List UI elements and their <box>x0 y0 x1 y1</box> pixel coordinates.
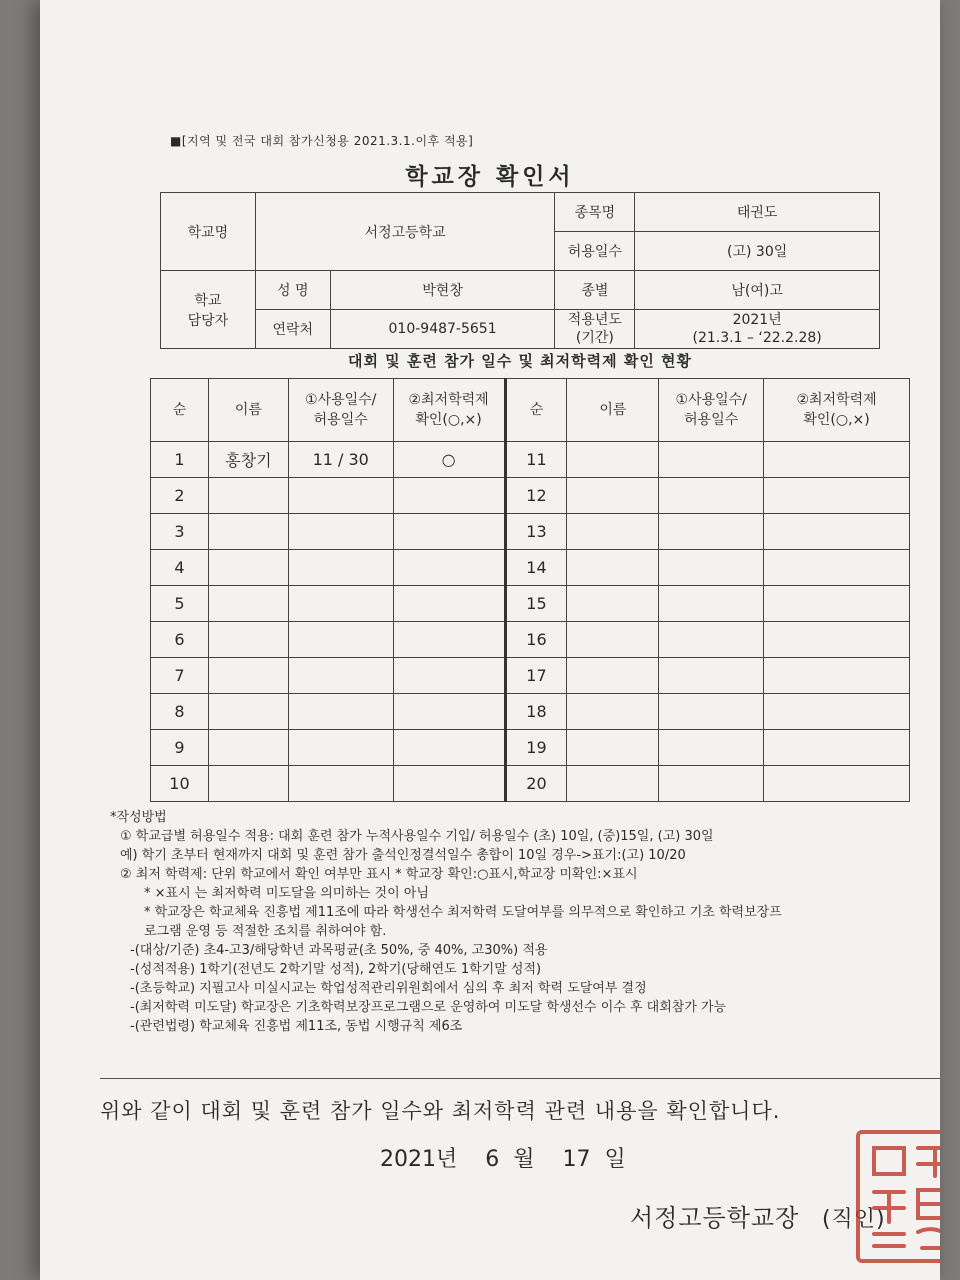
participation-table <box>150 378 910 802</box>
row-days <box>288 514 393 550</box>
type-label: 종별 <box>555 271 635 310</box>
note-item: -(초등학교) 지필고사 미실시교는 학업성적관리위원회에서 심의 후 최저 학력 도달여부 결정 <box>130 981 647 996</box>
manager-label: 학교 담당자 <box>161 271 256 349</box>
instructions <box>110 808 930 1036</box>
row-no: 4 <box>151 550 209 586</box>
row-check-right <box>764 550 910 586</box>
table-row <box>151 478 910 514</box>
row-no-right: 11 <box>505 442 567 478</box>
col-name: 이름 <box>208 379 288 442</box>
row-no: 8 <box>151 694 209 730</box>
contact-label: 연락처 <box>255 310 330 349</box>
note-item: -(최저학력 미도달) 학교장은 기초학력보장프로그램으로 운영하여 미도달 학생선수 이수 후 대회참가 가능 <box>130 1000 727 1015</box>
row-days-right <box>659 442 764 478</box>
row-name: 홍창기 <box>208 442 288 478</box>
divider <box>100 1078 940 1079</box>
row-days-right <box>659 766 764 802</box>
row-check <box>393 766 505 802</box>
row-name-right <box>567 514 659 550</box>
row-check <box>393 730 505 766</box>
row-no-right: 18 <box>505 694 567 730</box>
row-check <box>393 514 505 550</box>
row-name-right <box>567 766 659 802</box>
row-check <box>393 550 505 586</box>
row-check: ○ <box>393 442 505 478</box>
col-check-right: ②최저학력제 확인(○,×) <box>764 379 910 442</box>
seal-glyph-icon <box>860 1134 940 1259</box>
row-name <box>208 586 288 622</box>
row-check-right <box>764 694 910 730</box>
table-title: 대회 및 훈련 참가 일수 및 최저학력제 확인 현황 <box>347 352 693 370</box>
confirmation-text: 위와 같이 대회 및 훈련 참가 일수와 최저학력 관련 내용을 확인합니다. <box>100 1099 781 1123</box>
row-check-right <box>764 730 910 766</box>
signer-name: 서정고등학교장 <box>630 1204 800 1232</box>
row-days-right <box>659 730 764 766</box>
row-no-right: 19 <box>505 730 567 766</box>
row-days-right <box>659 586 764 622</box>
allowed-days-value: (고) 30일 <box>635 232 880 271</box>
row-name-right <box>567 478 659 514</box>
row-days <box>288 550 393 586</box>
table-row <box>151 658 910 694</box>
note-item: ① 학교급별 허용일수 적용: 대회 훈련 참가 누적사용일수 기입/ 허용일수 (초) 10일, (중)15일, (고) 30일 <box>120 829 714 844</box>
row-name-right <box>567 694 659 730</box>
row-name-right <box>567 730 659 766</box>
table-row <box>151 442 910 478</box>
header-note: ■[지역 및 전국 대회 참가신청용 2021.3.1.이후 적용] <box>170 134 474 148</box>
row-name-right <box>567 658 659 694</box>
date-day-unit: 일 <box>604 1147 626 1172</box>
row-days-right <box>659 658 764 694</box>
table-row <box>151 730 910 766</box>
row-name-right <box>567 442 659 478</box>
col-days: ①사용일수/ 허용일수 <box>288 379 393 442</box>
note-item: * 학교장은 학교체육 진흥법 제11조에 따라 학생선수 최저학력 도달여부를 의무적으로 확인하고 기초 학력보장프 <box>144 905 782 920</box>
row-no: 6 <box>151 622 209 658</box>
note-item: -(성적적용) 1학기(전년도 2학기말 성적), 2학기(당해연도 1학기말 성적) <box>130 962 542 977</box>
row-days-right <box>659 622 764 658</box>
table-row <box>151 622 910 658</box>
table-row <box>151 586 910 622</box>
row-days <box>288 478 393 514</box>
row-days-right <box>659 514 764 550</box>
row-check-right <box>764 766 910 802</box>
row-no-right: 12 <box>505 478 567 514</box>
col-no: 순 <box>151 379 209 442</box>
row-no-right: 13 <box>505 514 567 550</box>
row-check-right <box>764 478 910 514</box>
row-check-right <box>764 586 910 622</box>
name-label: 성 명 <box>255 271 330 310</box>
row-check-right <box>764 658 910 694</box>
row-no: 1 <box>151 442 209 478</box>
note-item: ② 최저 학력제: 단위 학교에서 확인 여부만 표시 * 학교장 확인:○표시,학교장 미확인:×표시 <box>120 867 638 882</box>
table-row <box>151 766 910 802</box>
row-no: 7 <box>151 658 209 694</box>
type-value: 남(여)고 <box>635 271 880 310</box>
row-name-right <box>567 622 659 658</box>
year-value: 2021년 (21.3.1 – ‘22.2.28) <box>635 310 880 349</box>
row-no-right: 20 <box>505 766 567 802</box>
col-name-right: 이름 <box>567 379 659 442</box>
row-name <box>208 694 288 730</box>
row-check <box>393 478 505 514</box>
note-item: * ×표시 는 최저학력 미도달을 의미하는 것이 아님 <box>144 886 429 901</box>
row-days <box>288 622 393 658</box>
official-seal-stamp <box>856 1130 940 1263</box>
row-check-right <box>764 622 910 658</box>
row-name <box>208 478 288 514</box>
issue-date <box>380 1142 626 1173</box>
sport-value: 태권도 <box>635 193 880 232</box>
col-check: ②최저학력제 확인(○,×) <box>393 379 505 442</box>
row-no: 2 <box>151 478 209 514</box>
row-no: 5 <box>151 586 209 622</box>
row-name <box>208 622 288 658</box>
col-days-right: ①사용일수/ 허용일수 <box>659 379 764 442</box>
row-days-right <box>659 478 764 514</box>
date-day: 17 <box>562 1147 591 1172</box>
row-check-right <box>764 514 910 550</box>
row-days: 11 / 30 <box>288 442 393 478</box>
sport-label: 종목명 <box>555 193 635 232</box>
row-days-right <box>659 694 764 730</box>
name-value: 박현창 <box>330 271 555 310</box>
row-check <box>393 586 505 622</box>
school-value: 서정고등학교 <box>255 193 555 271</box>
row-name <box>208 730 288 766</box>
note-item: -(관련법령) 학교체육 진흥법 제11조, 동법 시행규칙 제6조 <box>130 1019 463 1034</box>
row-name <box>208 766 288 802</box>
note-item: -(대상/기준) 초4-고3/해당학년 과목평균(초 50%, 중 40%, 고30%) 적용 <box>130 943 548 958</box>
row-days <box>288 586 393 622</box>
row-no-right: 15 <box>505 586 567 622</box>
note-item: 예) 학기 초부터 현재까지 대회 및 훈련 참가 출석인정결석일수 총합이 10일 경우->표기:(고) 10/20 <box>120 848 686 863</box>
row-no: 9 <box>151 730 209 766</box>
row-days <box>288 694 393 730</box>
row-days <box>288 766 393 802</box>
col-no-right: 순 <box>505 379 567 442</box>
table-row <box>151 514 910 550</box>
date-year: 2021년 <box>380 1147 458 1172</box>
row-check <box>393 658 505 694</box>
row-name <box>208 514 288 550</box>
allowed-days-label: 허용일수 <box>555 232 635 271</box>
row-check <box>393 694 505 730</box>
contact-value: 010-9487-5651 <box>330 310 555 349</box>
row-days <box>288 730 393 766</box>
info-table <box>160 192 880 349</box>
row-check <box>393 622 505 658</box>
row-days-right <box>659 550 764 586</box>
date-month-unit: 월 <box>513 1147 535 1172</box>
row-no-right: 14 <box>505 550 567 586</box>
row-check-right <box>764 442 910 478</box>
row-name-right <box>567 550 659 586</box>
row-name-right <box>567 586 659 622</box>
year-label: 적용년도 (기간) <box>555 310 635 349</box>
row-no-right: 17 <box>505 658 567 694</box>
school-label: 학교명 <box>161 193 256 271</box>
row-no-right: 16 <box>505 622 567 658</box>
row-no: 3 <box>151 514 209 550</box>
table-header-row <box>151 379 910 442</box>
table-row <box>151 550 910 586</box>
table-row <box>151 694 910 730</box>
row-name <box>208 550 288 586</box>
date-month: 6 <box>485 1147 500 1172</box>
row-name <box>208 658 288 694</box>
signer-line <box>630 1198 886 1233</box>
document-page <box>40 0 940 1280</box>
seal-label: (직인) <box>821 1207 886 1232</box>
document-title: 학교장 확인서 <box>405 164 575 190</box>
notes-heading: *작성방법 <box>110 810 167 825</box>
row-days <box>288 658 393 694</box>
row-no: 10 <box>151 766 209 802</box>
note-item: 로그램 운영 등 적절한 조치를 취하여야 함. <box>144 924 387 939</box>
